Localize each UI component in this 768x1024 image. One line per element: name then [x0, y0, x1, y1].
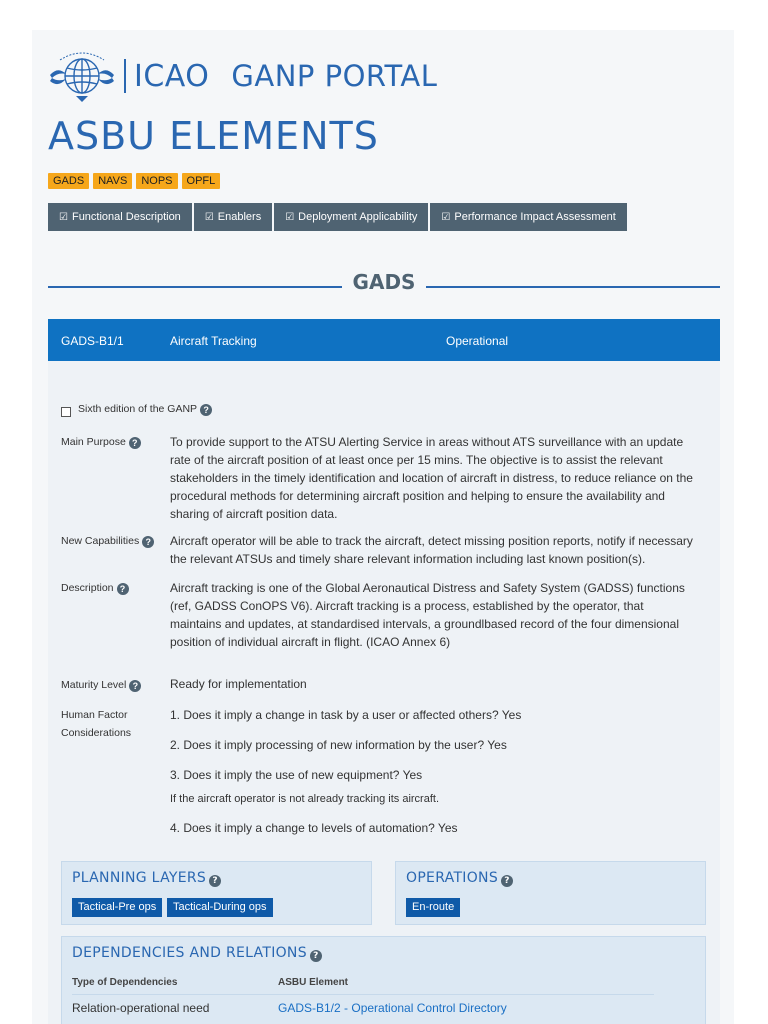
tag-gads[interactable]: GADS: [48, 173, 89, 189]
checkbox-icon: ☑: [441, 211, 451, 223]
divider-line-left: [48, 286, 342, 288]
brand-divider: [124, 59, 126, 93]
help-icon[interactable]: ?: [142, 536, 154, 548]
button-label: Functional Description: [71, 211, 181, 223]
tag-navs[interactable]: NAVS: [93, 173, 132, 189]
help-icon[interactable]: ?: [200, 404, 212, 416]
dependencies-table-header: [72, 973, 654, 995]
chip-tactical-during-ops[interactable]: Tactical-During ops: [167, 898, 273, 917]
button-label: Enablers: [217, 211, 262, 223]
divider-line-right: [426, 286, 720, 288]
maturity-value: Ready for implementation: [170, 677, 307, 691]
section-divider: [48, 266, 720, 296]
planning-layers-title-text: PLANNING LAYERS: [72, 870, 207, 886]
main-purpose-label-text: Main Purpose: [61, 436, 126, 448]
element-tags: [48, 173, 220, 189]
hf-question-3-note: If the aircraft operator is not already tracking its aircraft.: [170, 793, 440, 805]
section-title: GADS: [352, 270, 416, 294]
checkbox-icon: ☑: [59, 211, 68, 223]
description-line: (ref, GADSS ConOPS V6). Aircraft tracking is a process, established by the operator, that: [170, 599, 644, 613]
new-capabilities-label: [61, 532, 154, 550]
maturity-label: [61, 676, 141, 694]
enablers-button[interactable]: [194, 203, 272, 231]
chip-en-route[interactable]: En-route: [406, 898, 460, 917]
main-purpose-line: procedural methods for determining aircraft position and helping to ensure the availability and: [170, 489, 665, 503]
description-label: [61, 579, 129, 597]
col-asbu-element: ASBU Element: [278, 977, 349, 988]
dependency-type: Relation-operational need: [72, 1001, 210, 1015]
element-card: [48, 319, 720, 1024]
human-factor-label-line: Human Factor: [61, 709, 128, 721]
performance-impact-button[interactable]: [430, 203, 626, 231]
hf-question-4: 4. Does it imply a change to levels of automation? Yes: [170, 821, 458, 835]
main-purpose-line: sharing of aircraft position data.: [170, 507, 338, 521]
main-purpose-label: [61, 433, 141, 451]
tag-opfl[interactable]: OPFL: [182, 173, 221, 189]
description-line: position of individual aircraft in flight. (ICAO Annex 6): [170, 635, 451, 649]
new-capabilities-line: the relevant ATSUs and timely share relevant information including last known position(s).: [170, 552, 646, 566]
hf-question-2: 2. Does it imply processing of new information by the user? Yes: [170, 738, 507, 752]
chip-tactical-pre-ops[interactable]: Tactical-Pre ops: [72, 898, 162, 917]
dependencies-panel: [61, 936, 706, 1024]
deployment-applicability-button[interactable]: [274, 203, 428, 231]
new-capabilities-value: [170, 532, 700, 568]
hf-question-3: 3. Does it imply the use of new equipment? Yes: [170, 768, 423, 782]
functional-description-button[interactable]: [48, 203, 192, 231]
section-toggle-bar: [48, 203, 627, 231]
operations-panel: [395, 861, 706, 925]
brand-portal-text[interactable]: GANP PORTAL: [231, 59, 438, 93]
page-container: [32, 30, 734, 1024]
new-capabilities-line: Aircraft operator will be able to track the aircraft, detect missing position reports, notify if necessary: [170, 534, 693, 548]
hf-question-1: 1. Does it imply a change in task by a user or affected others? Yes: [170, 708, 522, 722]
main-purpose-line: To provide support to the ATSU Alerting Service in areas without ATS surveillance with an update: [170, 435, 684, 449]
description-line: maintains and updates, at standardised intervals, a groundlbased record of the four dimensional: [170, 617, 679, 631]
planning-layers-title: [72, 870, 221, 887]
button-label: Deployment Applicability: [298, 211, 418, 223]
main-purpose-line: stakeholders in the timely identification and location of aircraft in distress, to reduce reliance on the: [170, 471, 693, 485]
dependencies-title-text: DEPENDENCIES AND RELATIONS: [72, 945, 307, 961]
human-factor-label: [61, 706, 131, 742]
sixth-edition-checkbox[interactable]: [61, 407, 71, 417]
maturity-label-text: Maturity Level: [61, 679, 127, 691]
operations-title: [406, 870, 513, 887]
col-type-of-dependencies: Type of Dependencies: [72, 977, 178, 988]
dependencies-title: [72, 945, 322, 962]
element-code: GADS-B1/1: [61, 334, 124, 348]
description-label-text: Description: [61, 582, 114, 594]
page-title: ASBU ELEMENTS: [48, 114, 379, 158]
new-capabilities-label-text: New Capabilities: [61, 535, 140, 547]
brand-icao-text[interactable]: ICAO: [134, 58, 210, 94]
help-icon[interactable]: ?: [501, 875, 513, 887]
help-icon[interactable]: ?: [310, 950, 322, 962]
button-label: Performance Impact Assessment: [454, 211, 616, 223]
operations-title-text: OPERATIONS: [406, 870, 499, 886]
site-header: [46, 48, 437, 104]
checkbox-icon: ☑: [285, 211, 295, 223]
human-factor-label-line: Considerations: [61, 727, 132, 739]
sixth-edition-text: Sixth edition of the GANP: [78, 403, 198, 415]
main-purpose-value: [170, 433, 700, 523]
tag-nops[interactable]: NOPS: [136, 173, 177, 189]
dependency-element-link[interactable]: GADS-B1/2 - Operational Control Directory: [278, 1001, 507, 1015]
help-icon[interactable]: ?: [129, 437, 141, 449]
element-type: Operational: [446, 334, 509, 348]
help-icon[interactable]: ?: [209, 875, 221, 887]
help-icon[interactable]: ?: [129, 680, 141, 692]
description-line: Aircraft tracking is one of the Global Aeronautical Distress and Safety System (GADSS) functions: [170, 581, 685, 595]
main-purpose-line: rate of the aircraft position of at least once per 15 mins. The objective is to assist the relevant: [170, 453, 663, 467]
sixth-edition-label: [78, 403, 212, 416]
planning-layers-panel: [61, 861, 372, 925]
element-header: [48, 319, 720, 361]
icao-emblem-icon[interactable]: [46, 48, 118, 104]
checkbox-icon: ☑: [204, 211, 214, 223]
description-value: [170, 579, 700, 651]
element-name: Aircraft Tracking: [170, 334, 257, 348]
help-icon[interactable]: ?: [117, 583, 129, 595]
